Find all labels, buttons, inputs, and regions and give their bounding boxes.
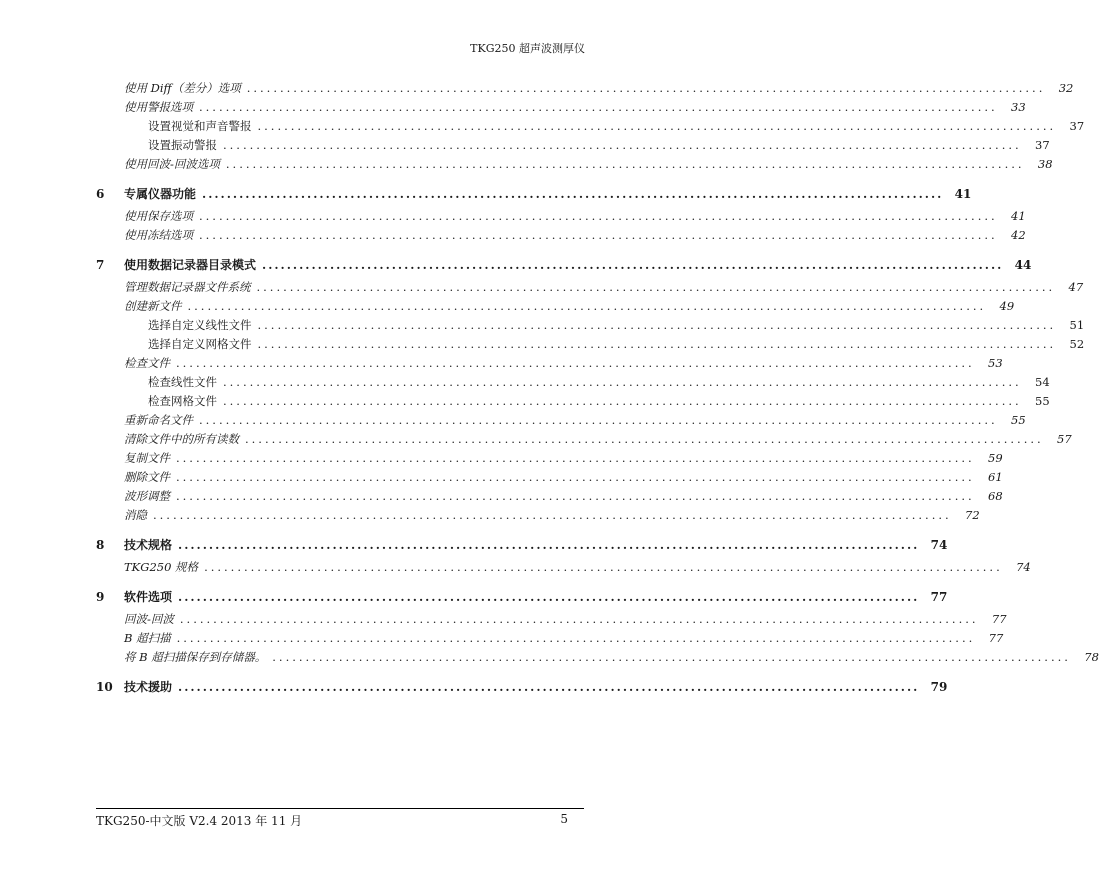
toc-leader-dots: ........................................................................................................................: [176, 489, 975, 503]
toc-entry-label: 使用警报选项: [124, 100, 193, 114]
toc-chapter-number: 6: [96, 187, 105, 201]
toc-chapter-number: 8: [96, 538, 105, 552]
toc-entry-label: 检查线性文件: [148, 375, 217, 389]
toc-leader-dots: ........................................................................................................................: [178, 680, 920, 694]
toc-page-number: 77: [988, 631, 1004, 645]
toc-chapter-row[interactable]: [96, 256, 1032, 276]
toc-page-number: 74: [930, 538, 948, 552]
toc-entry-label: 消隐: [124, 508, 147, 522]
toc-leader-dots: ........................................................................................................................: [257, 119, 1057, 133]
toc-entry-row[interactable]: [96, 355, 1003, 374]
toc-entry-label: 将 B 超扫描保存到存储器。: [124, 650, 267, 664]
toc-leader-dots: ........................................................................................................................: [223, 375, 1022, 389]
toc-leader-dots: ........................................................................................................................: [256, 280, 1056, 294]
toc-page-number: 49: [999, 299, 1015, 313]
toc-entry-label: 检查网格文件: [148, 394, 217, 408]
toc-page-number: 37: [1035, 138, 1050, 152]
toc-leader-dots: ........................................................................................................................: [176, 631, 976, 645]
footer-rule: [96, 808, 584, 809]
toc-page-number: 77: [991, 612, 1007, 626]
toc-entry-row[interactable]: [96, 559, 1031, 578]
toc-entry-label: 清除文件中的所有读数: [124, 432, 239, 446]
toc-leader-dots: ........................................................................................................................: [199, 100, 998, 114]
toc-entry-label: 技术规格: [124, 538, 173, 552]
toc-page-number: 42: [1011, 228, 1026, 242]
toc-leader-dots: ........................................................................................................................: [204, 560, 1003, 574]
toc-entry-label: 创建新文件: [124, 299, 182, 313]
toc-entry-label: TKG250 规格: [124, 560, 199, 574]
toc-leader-dots: ........................................................................................................................: [179, 612, 979, 626]
toc-page-number: 77: [930, 590, 948, 604]
toc-page-number: 51: [1069, 318, 1085, 332]
toc-entry-row[interactable]: [96, 412, 1026, 431]
toc-entry-label: 设置视觉和声音警报: [148, 119, 252, 133]
toc-entry-label: 检查文件: [124, 356, 170, 370]
toc-entry-label: 使用保存选项: [124, 209, 193, 223]
toc-leader-dots: ........................................................................................................................: [199, 228, 998, 242]
toc-page-number: 54: [1035, 375, 1050, 389]
toc-chapter-number: 9: [96, 590, 105, 604]
toc-chapter-row[interactable]: [96, 678, 948, 698]
toc-leader-dots: ........................................................................................................................: [257, 318, 1057, 332]
toc-leader-dots: ........................................................................................................................: [223, 138, 1022, 152]
toc-entry-row[interactable]: [96, 611, 1007, 630]
toc-leader-dots: ........................................................................................................................: [178, 590, 920, 604]
toc-entry-label: 重新命名文件: [124, 413, 193, 427]
toc-page-number: 74: [1016, 560, 1031, 574]
toc-leader-dots: ........................................................................................................................: [199, 413, 998, 427]
toc-leader-dots: ........................................................................................................................: [187, 299, 987, 313]
toc-entry-label: 专属仪器功能: [124, 187, 197, 201]
toc-leader-dots: ........................................................................................................................: [272, 650, 1071, 664]
toc-entry-label: 使用 Diff（差分）选项: [124, 81, 241, 95]
toc-page-number: 78: [1084, 650, 1099, 664]
toc-entry-label: 选择自定义线性文件: [148, 318, 252, 332]
toc-page-number: 38: [1037, 157, 1053, 171]
table-of-contents: [96, 80, 1099, 701]
footer-edition-text: TKG250-中文版 V2.4 2013 年 11 月: [96, 814, 303, 828]
toc-entry-row[interactable]: [96, 649, 1099, 668]
toc-entry-row[interactable]: [96, 630, 1004, 649]
toc-entry-label: 软件选项: [124, 590, 173, 604]
toc-entry-row[interactable]: [96, 488, 1003, 507]
toc-page-number: 53: [988, 356, 1003, 370]
toc-entry-label: 管理数据记录器文件系统: [124, 280, 251, 294]
toc-entry-label: 回波-回波: [124, 612, 174, 626]
toc-leader-dots: ........................................................................................................................: [246, 81, 1046, 95]
toc-chapter-row[interactable]: [96, 588, 948, 608]
toc-entry-label: 使用数据记录器目录模式: [124, 258, 257, 272]
toc-entry-row[interactable]: [96, 227, 1026, 246]
toc-entry-label: 波形调整: [124, 489, 170, 503]
toc-entry-row[interactable]: [96, 317, 1085, 336]
toc-entry-label: 选择自定义网格文件: [148, 337, 252, 351]
toc-page-number: 61: [988, 470, 1003, 484]
toc-entry-row[interactable]: [96, 137, 1050, 156]
toc-entry-label: 删除文件: [124, 470, 170, 484]
toc-chapter-number: 10: [96, 680, 113, 694]
toc-entry-row[interactable]: [96, 99, 1026, 118]
page-header-title: TKG250 超声波测厚仪: [470, 42, 585, 55]
toc-leader-dots: ........................................................................................................................: [262, 258, 1004, 272]
toc-entry-row[interactable]: [96, 279, 1084, 298]
toc-entry-label: 使用回波-回波选项: [124, 157, 220, 171]
toc-entry-row[interactable]: [96, 118, 1085, 137]
toc-chapter-row[interactable]: [96, 536, 948, 556]
toc-leader-dots: ........................................................................................................................: [245, 432, 1044, 446]
toc-page-number: 41: [1011, 209, 1026, 223]
toc-chapter-row[interactable]: [96, 185, 972, 205]
toc-page-number: 47: [1068, 280, 1084, 294]
toc-page-number: 32: [1058, 81, 1074, 95]
toc-page-number: 37: [1069, 119, 1085, 133]
toc-entry-row[interactable]: [96, 450, 1003, 469]
toc-page-number: 57: [1057, 432, 1072, 446]
toc-leader-dots: ........................................................................................................................: [223, 394, 1022, 408]
toc-leader-dots: ........................................................................................................................: [199, 209, 998, 223]
toc-leader-dots: ........................................................................................................................: [176, 470, 975, 484]
toc-page-number: 33: [1011, 100, 1026, 114]
toc-entry-label: 复制文件: [124, 451, 170, 465]
toc-entry-row[interactable]: [96, 156, 1053, 175]
toc-page-number: 72: [965, 508, 980, 522]
toc-entry-label: B 超扫描: [124, 631, 171, 645]
toc-entry-row[interactable]: [96, 393, 1050, 412]
toc-leader-dots: ........................................................................................................................: [153, 508, 952, 522]
toc-entry-label: 使用冻结选项: [124, 228, 193, 242]
toc-page-number: 41: [954, 187, 972, 201]
toc-leader-dots: ........................................................................................................................: [176, 356, 975, 370]
toc-leader-dots: ........................................................................................................................: [202, 187, 944, 201]
toc-page-number: 44: [1014, 258, 1032, 272]
toc-entry-row[interactable]: [96, 374, 1050, 393]
toc-entry-row[interactable]: [96, 469, 1003, 488]
toc-entry-row[interactable]: [96, 431, 1072, 450]
toc-entry-row[interactable]: [96, 336, 1085, 355]
toc-leader-dots: ........................................................................................................................: [257, 337, 1057, 351]
toc-entry-row[interactable]: [96, 507, 980, 526]
toc-page-number: 79: [930, 680, 948, 694]
toc-entry-label: 设置振动警报: [148, 138, 217, 152]
toc-chapter-number: 7: [96, 258, 105, 272]
toc-leader-dots: ........................................................................................................................: [178, 538, 920, 552]
toc-leader-dots: ........................................................................................................................: [225, 157, 1025, 171]
toc-entry-row[interactable]: [96, 208, 1026, 227]
toc-leader-dots: ........................................................................................................................: [176, 451, 975, 465]
toc-entry-label: 技术援助: [124, 680, 173, 694]
toc-entry-row[interactable]: [96, 80, 1074, 99]
toc-entry-row[interactable]: [96, 298, 1015, 317]
toc-page-number: 52: [1069, 337, 1085, 351]
footer-page-number: 5: [560, 812, 568, 826]
toc-page-number: 68: [988, 489, 1003, 503]
toc-page-number: 55: [1011, 413, 1026, 427]
toc-page-number: 55: [1035, 394, 1050, 408]
toc-page-number: 59: [988, 451, 1003, 465]
